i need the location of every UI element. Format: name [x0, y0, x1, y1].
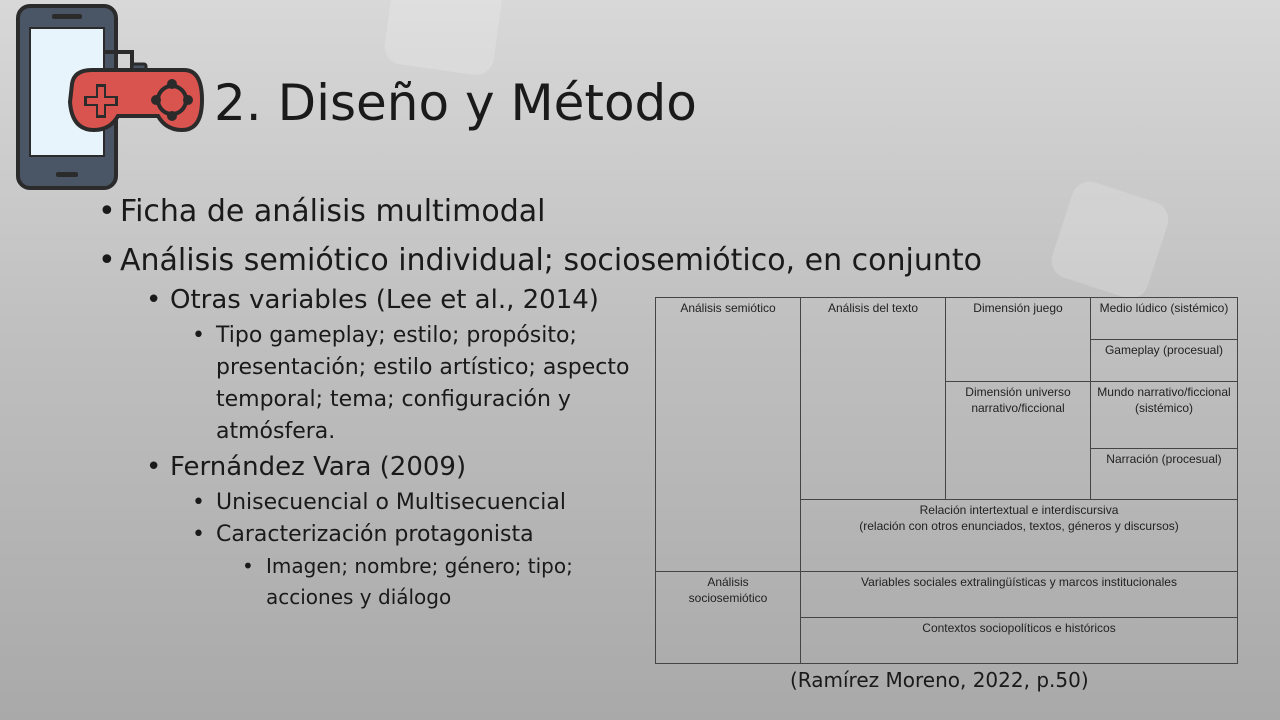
bullet-item — [192, 519, 534, 551]
bullet-item — [192, 487, 566, 519]
cell-relacion-intertextual — [801, 500, 1238, 572]
relacion-line-1: Relación intertextual e interdiscursiva — [919, 503, 1119, 517]
bullet-text-continued: acciones y diálogo — [266, 585, 452, 609]
bullet-marker: • — [192, 323, 205, 348]
cell-mundo: Mundo narrativo/ficcional (sistémico) — [1091, 382, 1238, 449]
bullet-marker: • — [98, 194, 116, 229]
bullet-marker: • — [146, 285, 162, 315]
cell-analisis-semiotico: Análisis semiótico — [656, 298, 801, 572]
bullet-item — [146, 452, 466, 482]
cell-analisis-texto: Análisis del texto — [801, 298, 946, 500]
bullet-text: Imagen; nombre; género; tipo; — [266, 554, 573, 578]
cell-analisis-sociosemiotico — [656, 572, 801, 664]
analysis-framework-table — [655, 297, 1238, 664]
bullet-marker: • — [192, 490, 205, 515]
bullet-text: Caracterización protagonista — [216, 522, 534, 547]
decorative-shape — [1047, 177, 1173, 303]
bullet-marker: • — [146, 452, 162, 482]
cell-contextos: Contextos sociopolíticos e históricos — [801, 618, 1238, 664]
bullet-text: Tipo gameplay; estilo; propósito; — [216, 323, 577, 348]
bullet-text: Ficha de análisis multimodal — [120, 194, 546, 229]
bullet-text: Unisecuencial o Multisecuencial — [216, 490, 567, 515]
citation: (Ramírez Moreno, 2022, p.50) — [790, 668, 1089, 692]
bullet-text-continued: temporal; tema; configuración y — [216, 387, 571, 412]
cell-dimension-universo: Dimensión universo narrativo/ficcional — [946, 382, 1091, 500]
decorative-shape — [382, 0, 503, 77]
phone-game-controller-icon — [14, 4, 204, 192]
bullet-item — [146, 285, 599, 315]
cell-narracion: Narración (procesual) — [1091, 449, 1238, 500]
bullet-item — [98, 243, 982, 278]
bullet-item — [98, 194, 545, 229]
bullet-item — [192, 320, 577, 352]
bullet-item — [242, 551, 573, 581]
bullet-marker: • — [192, 522, 205, 547]
cell-variables-sociales: Variables sociales extralingüísticas y marcos institucionales — [801, 572, 1238, 618]
bullet-marker: • — [242, 554, 254, 578]
cell-gameplay: Gameplay (procesual) — [1091, 340, 1238, 382]
bullet-text: Fernández Vara (2009) — [170, 452, 467, 482]
relacion-line-2: (relación con otros enunciados, textos, géneros y discursos) — [859, 519, 1179, 533]
cell-medio-ludico: Medio lúdico (sistémico) — [1091, 298, 1238, 340]
bullet-marker: • — [98, 243, 116, 278]
analisis-socio-text: Análisis sociosemiótico — [688, 575, 768, 605]
bullet-text-continued: presentación; estilo artístico; aspecto — [216, 355, 630, 380]
slide-title: 2. Diseño y Método — [214, 74, 697, 132]
bullet-text-continued: atmósfera. — [216, 419, 336, 444]
bullet-text: Análisis semiótico individual; sociosemiótico, en conjunto — [120, 243, 982, 278]
bullet-text: Otras variables (Lee et al., 2014) — [170, 285, 599, 315]
cell-dimension-juego: Dimensión juego — [946, 298, 1091, 382]
